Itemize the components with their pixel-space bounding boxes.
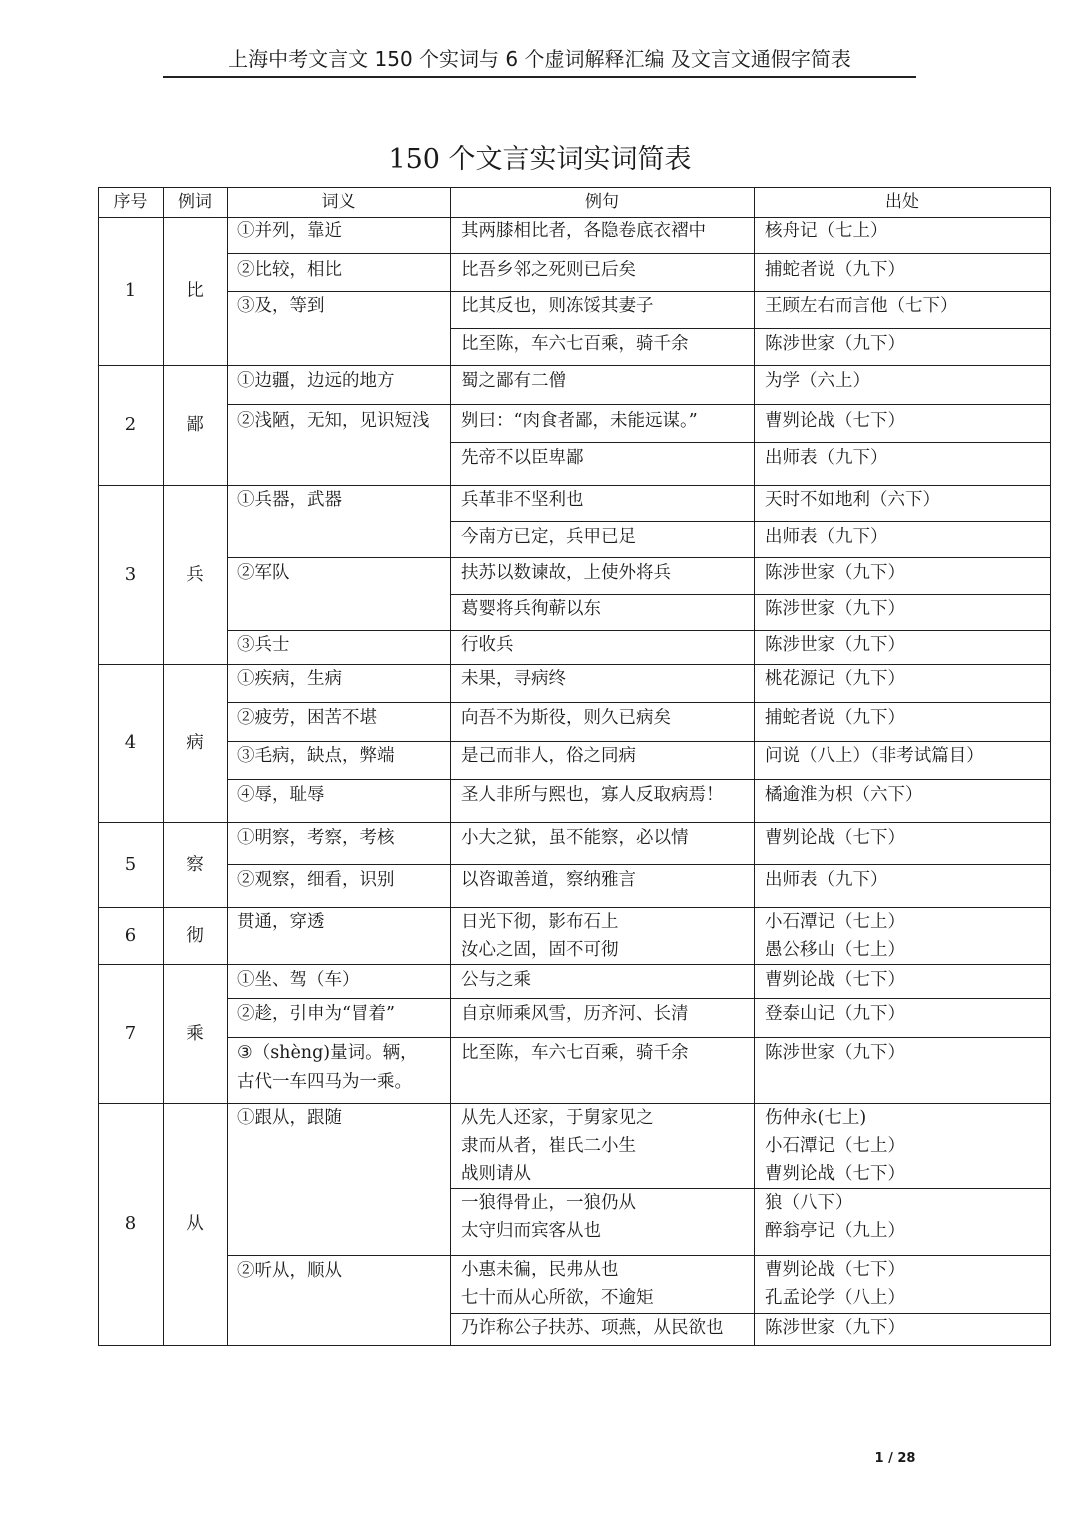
- example-cell: 比吾乡邻之死则已后矣: [461, 260, 636, 280]
- example-cell: 葛婴将兵徇蕲以东: [461, 599, 601, 619]
- source-cell: 曹刿论战（七下）: [765, 1164, 905, 1184]
- source-cell: 狼（八下）: [765, 1193, 853, 1213]
- entry-number: 3: [124, 564, 137, 585]
- source-cell: 陈涉世家（九下）: [765, 1318, 905, 1338]
- meaning-cell: ①兵器，武器: [237, 490, 342, 510]
- source-cell: 天时不如地利（六下）: [765, 490, 940, 510]
- example-cell: 从先人还家，于舅家见之: [461, 1108, 654, 1128]
- entry-word: 彻: [186, 926, 204, 946]
- source-cell: 陈涉世家（九下）: [765, 635, 905, 655]
- source-cell: 出师表（九下）: [765, 527, 888, 547]
- meaning-cell: ②趁，引申为“冒着”: [237, 1004, 395, 1024]
- source-cell: 核舟记（七上）: [765, 221, 888, 241]
- source-cell: 出师表（九下）: [765, 870, 888, 890]
- source-cell: 捕蛇者说（九下）: [765, 260, 905, 280]
- meaning-cell: ①跟从，跟随: [237, 1108, 342, 1128]
- source-cell: 孔孟论学（八上）: [765, 1288, 905, 1308]
- example-cell: 一狼得骨止，一狼仍从: [461, 1193, 636, 1213]
- col-header-word: 例词: [178, 192, 212, 212]
- source-cell: 曹刿论战（七下）: [765, 970, 905, 990]
- page-header: 上海中考文言文 150 个实词与 6 个虚词解释汇编 及文言文通假字简表: [228, 47, 851, 71]
- meaning-cell: ②听从，顺从: [237, 1261, 342, 1281]
- example-cell: 隶而从者，崔氏二小生: [461, 1136, 636, 1156]
- source-cell: 王顾左右而言他（七下）: [765, 296, 958, 316]
- source-cell: 问说（八上）（非考试篇目）: [765, 746, 984, 766]
- source-cell: 桃花源记（九下）: [765, 669, 905, 689]
- example-cell: 比其反也，则冻馁其妻子: [461, 296, 654, 316]
- example-cell: 行收兵: [461, 635, 514, 655]
- source-cell: 曹刿论战（七下）: [765, 1260, 905, 1280]
- example-cell: 太守归而宾客从也: [461, 1221, 601, 1241]
- source-cell: 曹刿论战（七下）: [765, 828, 905, 848]
- meaning-cell: ③兵士: [237, 635, 290, 655]
- page-number: 1 / 28: [874, 1451, 916, 1466]
- source-cell: 登泰山记（九下）: [765, 1004, 905, 1024]
- example-cell: 七十而从心所欲，不逾矩: [461, 1288, 654, 1308]
- example-cell: 比至陈，车六七百乘，骑千余: [461, 334, 689, 354]
- example-cell: 公与之乘: [461, 970, 531, 990]
- meaning-cell: ①并列，靠近: [237, 221, 342, 241]
- entry-word: 察: [186, 855, 204, 875]
- source-cell: 曹刿论战（七下）: [765, 411, 905, 431]
- example-cell: 小大之狱，虽不能察，必以情: [461, 828, 689, 848]
- header-rule: [163, 76, 916, 78]
- example-cell: 向吾不为斯役，则久已病矣: [461, 708, 671, 728]
- example-cell: 刿曰：“肉食者鄙，未能远谋。”: [461, 411, 698, 431]
- meaning-cell: ③及，等到: [237, 296, 325, 316]
- col-header-number: 序号: [113, 192, 148, 212]
- meaning-cell: ①坐、驾（车）: [237, 970, 360, 990]
- source-cell: 陈涉世家（九下）: [765, 599, 905, 619]
- source-cell: 出师表（九下）: [765, 448, 888, 468]
- entry-number: 7: [124, 1023, 137, 1044]
- example-cell: 其两膝相比者，各隐卷底衣褶中: [461, 221, 706, 241]
- example-cell: 圣人非所与熙也，寡人反取病焉！: [461, 785, 724, 805]
- example-cell: 先帝不以臣卑鄙: [461, 448, 584, 468]
- entry-word: 鄙: [186, 415, 204, 435]
- source-cell: 小石潭记（七上）: [765, 912, 905, 932]
- source-cell: 捕蛇者说（九下）: [765, 708, 905, 728]
- example-cell: 扶苏以数谏故，上使外将兵: [461, 563, 671, 583]
- source-cell: 伤仲永(七上): [765, 1108, 867, 1128]
- example-cell: 以咨诹善道，察纳雅言: [461, 870, 636, 890]
- col-header-example: 例句: [585, 192, 619, 212]
- example-cell: 汝心之固，固不可彻: [461, 940, 619, 960]
- meaning-cell: ③毛病，缺点，弊端: [237, 746, 395, 766]
- example-cell: 是己而非人，俗之同病: [461, 746, 636, 766]
- example-cell: 兵革非不坚利也: [461, 490, 584, 510]
- meaning-cell: ③（shèng)量词。辆，: [237, 1043, 418, 1063]
- entry-word: 乘: [186, 1024, 204, 1044]
- source-cell: 橘逾淮为枳（六下）: [765, 785, 923, 805]
- entry-number: 6: [124, 925, 137, 946]
- entry-number: 1: [124, 280, 137, 301]
- meaning-cell: 贯通，穿透: [237, 912, 325, 932]
- source-cell: 小石潭记（七上）: [765, 1136, 905, 1156]
- meaning-cell: ①疾病，生病: [237, 669, 342, 689]
- table-title: 150 个文言实词实词简表: [388, 144, 692, 175]
- source-cell: 愚公移山（七上）: [765, 940, 905, 960]
- entry-word: 从: [186, 1214, 204, 1234]
- example-cell: 未果，寻病终: [461, 669, 566, 689]
- example-cell: 战则请从: [461, 1164, 531, 1184]
- meaning-cell: ②军队: [237, 563, 290, 583]
- example-cell: 小惠未徧，民弗从也: [461, 1260, 619, 1280]
- meaning-cell: ②浅陋，无知，见识短浅: [237, 411, 430, 431]
- entry-number: 8: [124, 1213, 137, 1234]
- meaning-cell: ④辱，耻辱: [237, 785, 325, 805]
- meaning-cell: ①明察，考察，考核: [237, 828, 395, 848]
- meaning-cell: 古代一车四马为一乘。: [237, 1072, 412, 1092]
- meaning-cell: ②观察，细看，识别: [237, 870, 395, 890]
- entry-number: 4: [124, 732, 137, 753]
- example-cell: 自京师乘风雪，历齐河、长清: [461, 1004, 689, 1024]
- col-header-source: 出处: [885, 192, 919, 212]
- entry-number: 5: [124, 854, 137, 875]
- entry-number: 2: [124, 414, 137, 435]
- source-cell: 陈涉世家（九下）: [765, 1043, 905, 1063]
- source-cell: 陈涉世家（九下）: [765, 334, 905, 354]
- entry-word: 兵: [186, 565, 204, 585]
- meaning-cell: ②疲劳，困苦不堪: [237, 708, 377, 728]
- col-header-meaning: 词义: [321, 192, 356, 212]
- entry-word: 比: [186, 281, 204, 301]
- example-cell: 比至陈，车六七百乘，骑千余: [461, 1043, 689, 1063]
- example-cell: 日光下彻，影布石上: [461, 912, 619, 932]
- meaning-cell: ②比较，相比: [237, 260, 342, 280]
- example-cell: 今南方已定，兵甲已足: [461, 527, 636, 547]
- example-cell: 蜀之鄙有二僧: [461, 371, 566, 391]
- source-cell: 醉翁亭记（九上）: [765, 1221, 905, 1241]
- example-cell: 乃诈称公子扶苏、项燕，从民欲也: [461, 1318, 724, 1338]
- source-cell: 陈涉世家（九下）: [765, 563, 905, 583]
- meaning-cell: ①边疆，边远的地方: [237, 371, 395, 391]
- entry-word: 病: [186, 733, 204, 753]
- source-cell: 为学（六上）: [765, 371, 870, 391]
